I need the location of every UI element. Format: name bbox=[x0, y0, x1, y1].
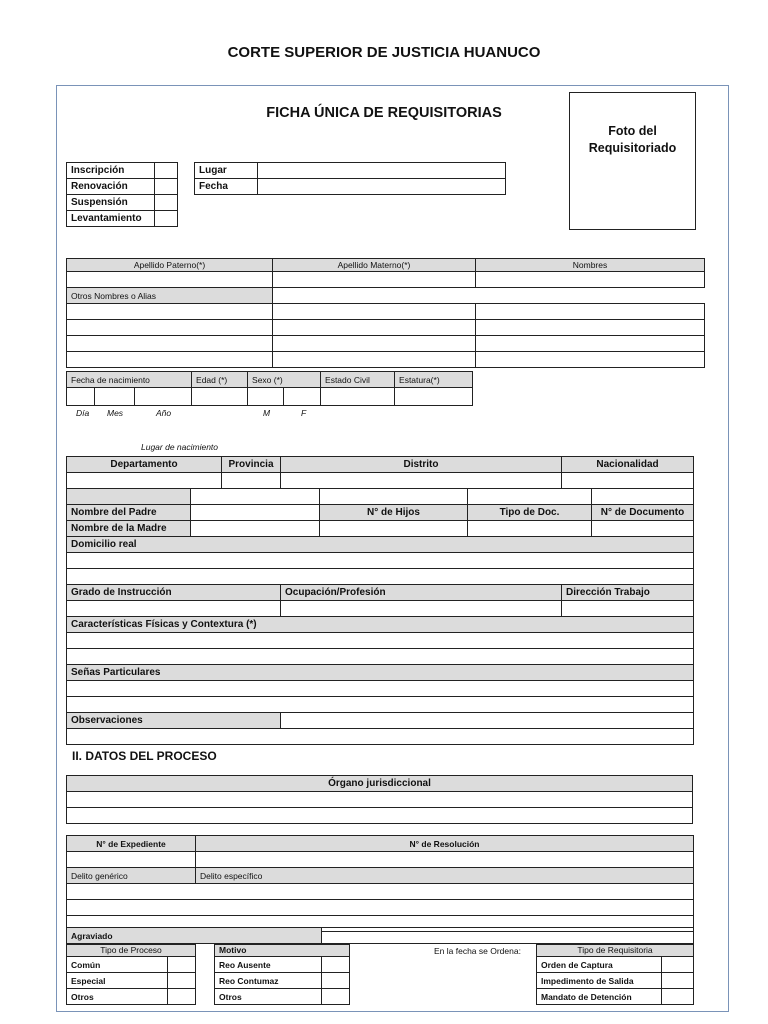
type-label: Inscripción bbox=[67, 163, 155, 179]
motivo-label: Otros bbox=[215, 989, 322, 1005]
photo-label-line1: Foto del bbox=[608, 124, 657, 138]
motivo-label: Reo Contumaz bbox=[215, 973, 322, 989]
type-label: Suspensión bbox=[67, 195, 155, 211]
expediente-header: N° de Expediente bbox=[67, 836, 196, 852]
domicilio-field[interactable] bbox=[67, 569, 694, 585]
alias-field[interactable] bbox=[273, 352, 476, 368]
personal-table bbox=[66, 456, 694, 745]
date-field[interactable] bbox=[258, 179, 506, 195]
date-label: Fecha bbox=[195, 179, 258, 195]
place-date-table bbox=[194, 162, 506, 195]
agraviado-table bbox=[66, 927, 694, 944]
hijos-field[interactable] bbox=[320, 521, 468, 537]
blank-field[interactable] bbox=[191, 489, 320, 505]
tipo-proceso-checkbox[interactable] bbox=[168, 957, 196, 973]
type-checkbox[interactable] bbox=[155, 163, 178, 179]
organo-table bbox=[66, 775, 693, 824]
madre-label: Nombre de la Madre bbox=[67, 521, 191, 537]
expediente-table bbox=[66, 835, 694, 932]
tipo-proceso-label: Especial bbox=[67, 973, 168, 989]
blank-field[interactable] bbox=[468, 489, 592, 505]
tipo-proceso-label: Común bbox=[67, 957, 168, 973]
fecha-nacimiento-label: Fecha de nacimiento bbox=[67, 372, 192, 388]
tipo-proceso-label: Otros bbox=[67, 989, 168, 1005]
alias-field[interactable] bbox=[476, 320, 705, 336]
ocupacion-field[interactable] bbox=[281, 601, 562, 617]
distrito-header: Distrito bbox=[281, 457, 562, 473]
departamento-header: Departamento bbox=[67, 457, 222, 473]
alias-field[interactable] bbox=[476, 352, 705, 368]
provincia-header: Provincia bbox=[222, 457, 281, 473]
estatura-field[interactable] bbox=[395, 388, 473, 406]
delito-field[interactable] bbox=[67, 884, 694, 900]
anio-caption: Año bbox=[156, 408, 172, 418]
apellido-materno-header: Apellido Materno(*) bbox=[273, 259, 476, 272]
tipo-proceso-header: Tipo de Proceso bbox=[67, 945, 196, 957]
requisitoria-checkbox[interactable] bbox=[662, 957, 694, 973]
names-table bbox=[66, 258, 705, 368]
distrito-field[interactable] bbox=[281, 473, 562, 489]
dia-caption: Día bbox=[76, 408, 90, 418]
nacionalidad-header: Nacionalidad bbox=[562, 457, 694, 473]
nombres-field[interactable] bbox=[476, 272, 705, 288]
blank-field[interactable] bbox=[320, 489, 468, 505]
apellido-materno-field[interactable] bbox=[273, 272, 476, 288]
ocupacion-label: Ocupación/Profesión bbox=[281, 585, 562, 601]
observaciones-field[interactable] bbox=[281, 713, 694, 729]
tipo-proceso-checkbox[interactable] bbox=[168, 973, 196, 989]
apellido-paterno-field[interactable] bbox=[67, 272, 273, 288]
provincia-field[interactable] bbox=[222, 473, 281, 489]
madre-field[interactable] bbox=[191, 521, 320, 537]
domicilio-label: Domicilio real bbox=[67, 537, 694, 553]
sexo-m-field[interactable] bbox=[248, 388, 284, 406]
motivo-label: Reo Ausente bbox=[215, 957, 322, 973]
caracteristicas-label: Características Físicas y Contextura (*) bbox=[67, 617, 694, 633]
delito-especifico-label: Delito específico bbox=[196, 868, 694, 884]
court-header: CORTE SUPERIOR DE JUSTICIA HUANUCO bbox=[227, 44, 541, 61]
tipo-doc-header: Tipo de Doc. bbox=[468, 505, 592, 521]
resolucion-header: N° de Resolución bbox=[196, 836, 694, 852]
sexo-f-field[interactable] bbox=[284, 388, 321, 406]
alias-field[interactable] bbox=[67, 352, 273, 368]
request-type-table bbox=[66, 162, 178, 227]
m-caption: M bbox=[263, 408, 271, 418]
delito-field[interactable] bbox=[67, 900, 694, 916]
delito-generico-label: Delito genérico bbox=[67, 868, 196, 884]
process-section-title: II. DATOS DEL PROCESO bbox=[72, 749, 217, 763]
observaciones-field[interactable] bbox=[67, 729, 694, 745]
hijos-header: N° de Hijos bbox=[320, 505, 468, 521]
type-label: Renovación bbox=[67, 179, 155, 195]
direccion-label: Dirección Trabajo bbox=[562, 585, 694, 601]
requisitoria-checkbox[interactable] bbox=[662, 973, 694, 989]
alias-field[interactable] bbox=[273, 304, 476, 320]
domicilio-field[interactable] bbox=[67, 553, 694, 569]
type-checkbox[interactable] bbox=[155, 195, 178, 211]
padre-field[interactable] bbox=[191, 505, 320, 521]
tipo-doc-field[interactable] bbox=[468, 521, 592, 537]
dia-field[interactable] bbox=[67, 388, 95, 406]
caracteristicas-field[interactable] bbox=[67, 633, 694, 649]
type-label: Levantamiento bbox=[67, 211, 155, 227]
direccion-field[interactable] bbox=[562, 601, 694, 617]
apellido-paterno-header: Apellido Paterno(*) bbox=[67, 259, 273, 272]
organo-header: Órgano jurisdiccional bbox=[67, 776, 693, 792]
tipo-proceso-table bbox=[66, 944, 196, 1005]
nombres-header: Nombres bbox=[476, 259, 705, 272]
form-title: FICHA ÚNICA DE REQUISITORIAS bbox=[266, 105, 502, 121]
type-checkbox[interactable] bbox=[155, 179, 178, 195]
alias-field[interactable] bbox=[476, 336, 705, 352]
requisitoria-label: Orden de Captura bbox=[537, 957, 662, 973]
agraviado-field[interactable] bbox=[322, 928, 694, 944]
blank-gray-cell bbox=[67, 489, 191, 505]
senas-field[interactable] bbox=[67, 697, 694, 713]
grado-field[interactable] bbox=[67, 601, 281, 617]
mes-field[interactable] bbox=[95, 388, 135, 406]
alias-field[interactable] bbox=[476, 304, 705, 320]
requisitoria-label: Impedimento de Salida bbox=[537, 973, 662, 989]
photo-label-line2: Requisitoriado bbox=[588, 141, 677, 155]
motivo-checkbox[interactable] bbox=[322, 989, 350, 1005]
place-label: Lugar bbox=[195, 163, 258, 179]
otros-nombres-label: Otros Nombres o Alias bbox=[67, 288, 273, 304]
padre-label: Nombre del Padre bbox=[67, 505, 191, 521]
alias-field[interactable] bbox=[273, 320, 476, 336]
f-caption: F bbox=[301, 408, 307, 418]
motivo-header: Motivo bbox=[215, 945, 350, 957]
resolucion-field[interactable] bbox=[196, 852, 694, 868]
motivo-checkbox[interactable] bbox=[322, 957, 350, 973]
motivo-table bbox=[214, 944, 350, 1005]
photo-box[interactable] bbox=[569, 92, 696, 230]
departamento-field[interactable] bbox=[67, 473, 222, 489]
alias-field[interactable] bbox=[67, 304, 273, 320]
alias-field[interactable] bbox=[67, 320, 273, 336]
mes-caption: Mes bbox=[107, 408, 124, 418]
requisitoria-table bbox=[536, 944, 694, 1005]
edad-label: Edad (*) bbox=[192, 372, 248, 388]
type-checkbox[interactable] bbox=[155, 211, 178, 227]
requisitoria-header: Tipo de Requisitoria bbox=[537, 945, 694, 957]
requisitoria-label: Mandato de Detención bbox=[537, 989, 662, 1005]
observaciones-label: Observaciones bbox=[67, 713, 281, 729]
caracteristicas-field[interactable] bbox=[67, 649, 694, 665]
expediente-field[interactable] bbox=[67, 852, 196, 868]
senas-field[interactable] bbox=[67, 681, 694, 697]
grado-label: Grado de Instrucción bbox=[67, 585, 281, 601]
otros-nombres-field[interactable] bbox=[273, 288, 705, 304]
motivo-checkbox[interactable] bbox=[322, 973, 350, 989]
anio-field[interactable] bbox=[135, 388, 192, 406]
blank-field[interactable] bbox=[592, 489, 694, 505]
organo-field[interactable] bbox=[67, 792, 693, 808]
num-doc-header: N° de Documento bbox=[592, 505, 694, 521]
estado-civil-field[interactable] bbox=[321, 388, 395, 406]
alias-field[interactable] bbox=[67, 336, 273, 352]
place-field[interactable] bbox=[258, 163, 506, 179]
edad-field[interactable] bbox=[192, 388, 248, 406]
estatura-label: Estatura(*) bbox=[395, 372, 473, 388]
lugar-nacimiento-caption: Lugar de nacimiento bbox=[141, 442, 219, 452]
requisitoria-checkbox[interactable] bbox=[662, 989, 694, 1005]
alias-field[interactable] bbox=[273, 336, 476, 352]
nacionalidad-field[interactable] bbox=[562, 473, 694, 489]
senas-label: Señas Particulares bbox=[67, 665, 694, 681]
agraviado-label: Agraviado bbox=[67, 928, 322, 944]
estado-civil-label: Estado Civil bbox=[321, 372, 395, 388]
birth-details-table bbox=[66, 371, 473, 406]
ordena-label: En la fecha se Ordena: bbox=[434, 946, 521, 956]
sexo-label: Sexo (*) bbox=[248, 372, 321, 388]
num-doc-field[interactable] bbox=[592, 521, 694, 537]
organo-field[interactable] bbox=[67, 808, 693, 824]
tipo-proceso-checkbox[interactable] bbox=[168, 989, 196, 1005]
